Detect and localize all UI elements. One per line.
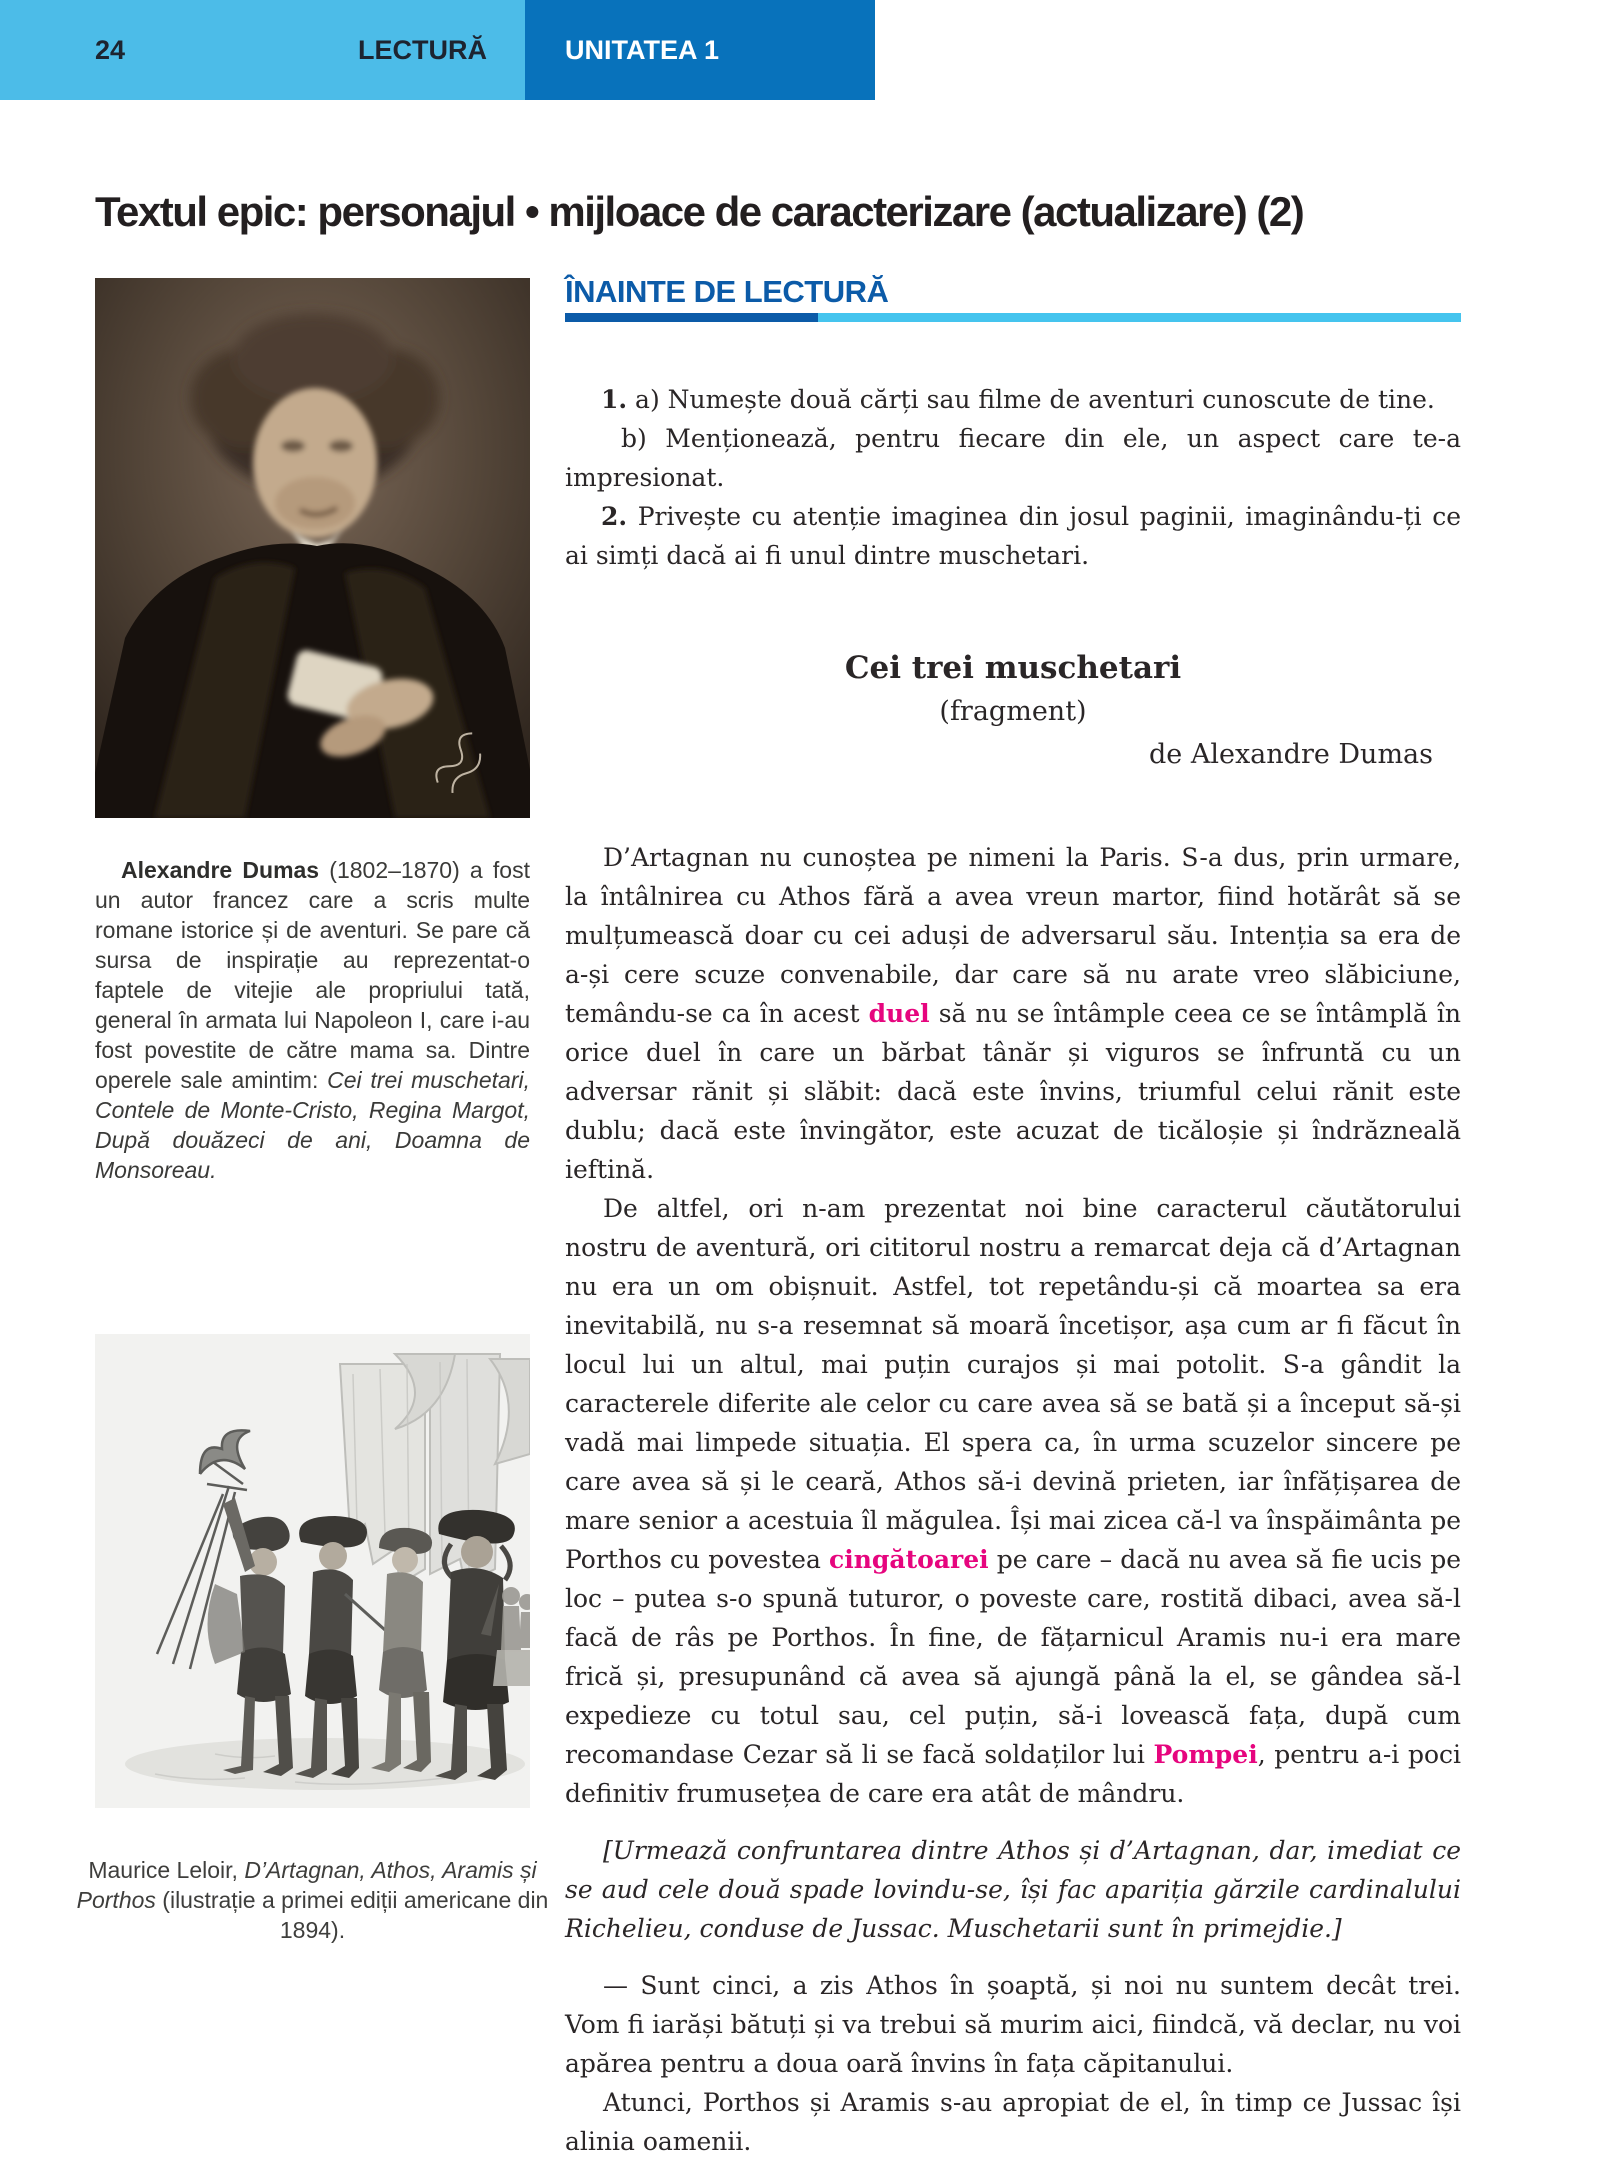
question-1a: 1. a) Numește două cărți sau filme de aventuri cunoscute de tine. [601,385,1435,414]
heading-rule [565,313,1461,322]
page-number: 24 [95,34,126,65]
fragment-author: de Alexandre Dumas [1148,739,1433,770]
question-2: 2. Privește cu atenție imaginea din josul paginii, imaginându-ți ce ai simți dacă ai fi unul dintre muschetari. [565,502,1461,570]
before-reading-heading: ÎNAINTE DE LECTURĂ [565,274,889,309]
paragraph-narrator-note: [Urmează confruntarea dintre Athos și d’Artagnan, dar, imediat ce se aud cele două spade lovindu-se, își fac apariția gărzile cardinalului Richelieu, conduse de Jussac. Muschetarii sunt în primejdie.] [565,1836,1461,1943]
question-1b: b) Menționează, pentru fiecare din ele, un aspect care te-a impresionat. [565,424,1461,492]
musketeers-illustration [95,1334,530,1808]
section-label: LECTURĂ [358,34,487,65]
paragraph-5: Atunci, Porthos și Aramis s-au apropiat de el, în timp ce Jussac își alinia oamenii. [565,2088,1461,2156]
fragment-subtitle: (fragment) [939,696,1087,727]
paragraph-1: D’Artagnan nu cunoștea pe nimeni la Paris. S-a dus, prin urmare, la întâlnirea cu Athos fără a avea vreun martor, fiind hotărât să se mulțumească doar cu cei aduși de adversarul său. Intenția sa era de a-și cere scuze convenabile, dar care să nu arate vreo slăbiciune, temându-se ca în acest duel să nu se întâmple ceea ce se întâmplă în orice duel în care un bărbat tânăr și viguros se înfruntă cu un adversar rănit și slăbit: dacă este învins, triumful celui rănit este dublu; dacă este învingător, este acuzat de ticăloșie și îndrăzneală ieftină. [565,843,1461,1184]
fragment-body [565,838,1461,2161]
dumas-portrait-image [95,278,530,818]
author-works: Cei trei muschetari, Contele de Monte-Cristo, Regina Margot, După douăzeci de ani, Doamna de Monsoreau. [95,1067,530,1183]
keyword-pompei: Pompei [1153,1740,1258,1769]
keyword-duel: duel [868,999,930,1028]
header-bar-unit [525,0,875,100]
heading-rule-dark-segment [565,313,818,322]
author-bio-caption: Alexandre Dumas (1802–1870) a fost un autor francez care a scris multe romane istorice și de aventuri. Se pare că sursa de inspirație au reprezentat-o faptele de vitejie ale propriului tată, general în armata lui Napoleon I, care i-au fost povestite de către mama sa. Dintre operele sale amintim: Cei trei muschetari, Contele de Monte-Cristo, Regina Margot, După douăzeci de ani, Doamna de Monsoreau. [95,857,530,1183]
paragraph-dialogue: — Sunt cinci, a zis Athos în șoaptă, și noi nu suntem decât trei. Vom fi iarăși bătuți și va trebui să murim aici, fiindcă, vă declar, nu voi apărea pentru a doua oară învins în fața căpitanului. [565,1971,1461,2078]
paragraph-2: De altfel, ori n-am prezentat noi bine caracterul căutătorului nostru de aventură, ori cititorul nostru a remarcat deja că d’Artagnan nu era un om obișnuit. Astfel, tot repetându-și că moartea sa era inevitabilă, nu s-a resemnat să moară încetișor, așa cum ar fi făcut în locul lui un altul, mai puțin curajos și mai potolit. S-a gândit la caracterele diferite ale celor cu care avea să se bată și a început să-și vadă mai limpede situația. El spera ca, în urma scuzelor sincere pe care avea să și le ceară, Athos să-i devină prieten, iar înfățișarea de mare senior a acestuia îl măgulea. Își mai zicea că-l va înspăimânta pe Porthos cu povestea cingătoarei pe care – dacă nu avea să fie ucis pe loc – putea s-o spună tuturor, o poveste care, rostită dibaci, avea să-l facă de râs pe Porthos. În fine, de fățarnicul Aramis nu-i era mare frică și, presupunând că avea să ajungă până la el, se gândea să-l expedieze cu totul sau, cel puțin, să-i lovească fața, după cum recomandase Cezar să li se facă soldaților lui Pompei, pentru a-i poci definitiv frumusețea de care era atât de mândru. [565,1194,1461,1808]
lesson-title: Textul epic: personajul • mijloace de caracterizare (actualizare) (2) [95,188,1304,236]
illustration-caption: Maurice Leloir, D’Artagnan, Athos, Aramis și Porthos (ilustrație a primei ediții americane din 1894). [76,1857,549,1943]
keyword-cingatoarei: cingătoarei [829,1545,989,1574]
fragment-header [565,650,1461,770]
fragment-title: Cei trei muschetari [844,650,1182,686]
author-name: Alexandre Dumas [121,857,320,883]
unit-label: UNITATEA 1 [565,34,719,65]
header-bar-light [0,0,525,100]
before-reading-questions [565,380,1461,575]
